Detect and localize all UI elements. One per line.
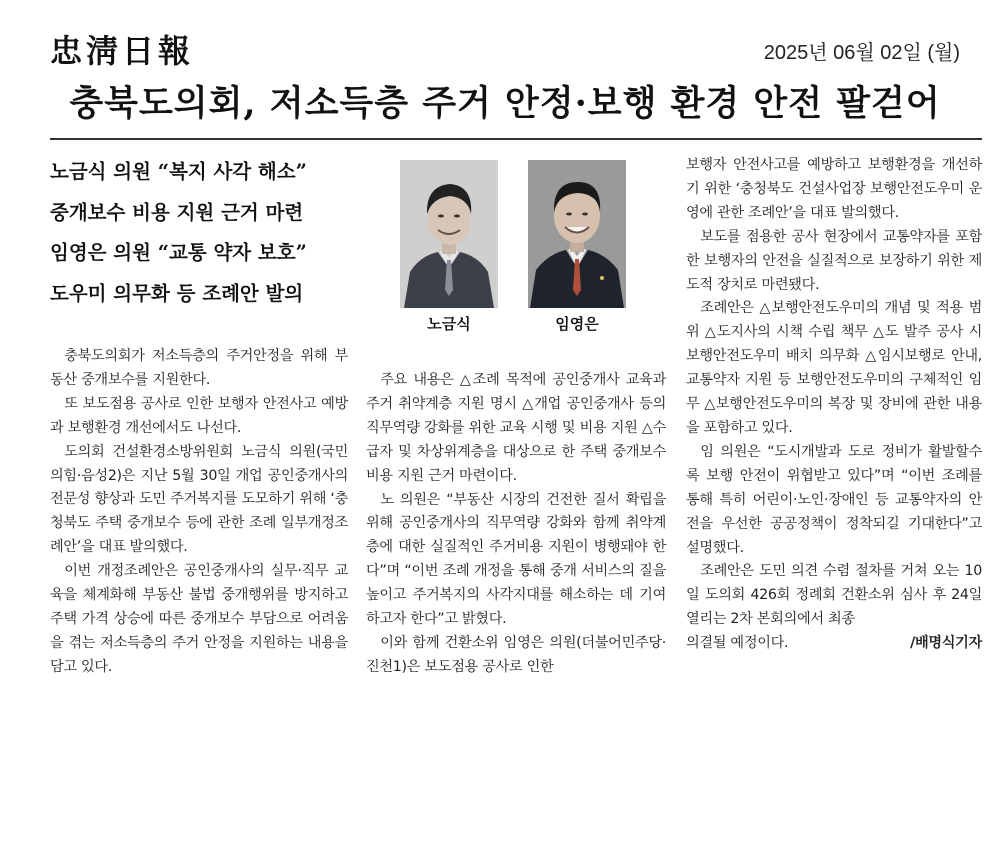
reporter-byline: /배명식기자 — [910, 635, 982, 652]
subheadline: 중개보수 비용 지원 근거 마련 — [50, 200, 304, 224]
paper-name-logo: 忠淸日報 — [50, 32, 195, 70]
photo-no-geumsik — [400, 160, 498, 308]
paragraph: 또 보도점용 공사로 인한 보행자 안전사고 예방과 보행환경 개선에서도 나선다. — [50, 395, 348, 436]
headline: 충북도의회, 저소득층 주거 안정·보행 환경 안전 팔걷어 — [69, 83, 941, 124]
paragraph: 임 의원은 “도시개발과 도로 정비가 활발할수록 보행 안전이 위협받고 있다”며 “이번 조례를 통해 특히 어린이·노인·장애인 등 교통약자의 안전을 우선한 공공정책이 정착되길 기대한다”고 설명했다. — [686, 443, 982, 556]
paragraph: 노 의원은 “부동산 시장의 건전한 질서 확립을 위해 공인중개사의 직무역량 강화와 함께 취약계층에 대한 실질적인 주거비용 지원이 병행돼야 한다”며 “이번 조례 개정을 통해 중개 서비스의 질을 높이고 주거복지의 사각지대를 해소하는 데 기여하고자 한다”고 밝혔다. — [366, 491, 666, 628]
photo-im-yeongeun — [528, 160, 626, 308]
paragraph: 충북도의회가 저소득층의 주거안정을 위해 부동산 중개보수를 지원한다. — [50, 348, 348, 388]
subheadline: 도우미 의무화 등 조례안 발의 — [50, 281, 304, 305]
paragraph: 조례안은 도민 의견 수렴 절차를 거쳐 오는 10일 도의회 426회 정례회 건환소위 심사 후 24일 열리는 2차 본회의에서 최종 — [686, 563, 982, 628]
subheadlines — [50, 152, 370, 314]
article-column-3 — [686, 154, 982, 656]
publication-date: 2025년 06월 02일 (월) — [763, 42, 960, 64]
closing-text: 의결될 예정이다. — [686, 635, 789, 652]
paragraph-continued: 보행자 안전사고를 예방하고 보행환경을 개선하기 위한 ‘충청북도 건설사업장 보행안전도우미 운영에 관한 조례안’을 대표 발의했다. — [686, 157, 982, 221]
paragraph: 이와 함께 건환소위 임영은 의원(더불어민주당·진천1)은 보도점용 공사로 인한 — [366, 634, 666, 675]
paragraph: 주요 내용은 △조례 목적에 공인중개사 교육과 주거 취약계층 지원 명시 △개업 공인중개사 등의 직무역량 강화를 위한 교육 시행 및 비용 지원 △수급자 및 차상위계층을 대상으로 한 주택 중개보수 비용 지원 근거 마련이다. — [366, 372, 666, 484]
closing-line — [686, 632, 982, 656]
article-column-2 — [366, 369, 666, 680]
portrait-illustration — [528, 160, 626, 308]
subheadline: 노금식 의원 “복지 사각 해소” — [50, 160, 307, 183]
paragraph: 보도를 점용한 공사 현장에서 교통약자를 포함한 보행자의 안전을 실질적으로 보장하기 위한 제도적 장치로 마련됐다. — [686, 228, 982, 293]
portrait-illustration — [400, 160, 498, 308]
paragraph: 조례안은 △보행안전도우미의 개념 및 적용 범위 △도지사의 시책 수립 책무 △도 발주 공사 시 보행안전도우미 배치 의무화 △임시보행로 안내, 교통약자 지원 등 보행안전도우미의 구체적인 임무 △보행안전도우미의 복장 및 장비에 관한 내용을 포함하고 있다. — [686, 300, 982, 436]
headline-divider — [50, 138, 982, 140]
paragraph: 도의회 건설환경소방위원회 노금식 의원(국민의힘·음성2)은 지난 5월 30일 개업 공인중개사의 전문성 향상과 도민 주거복지를 도모하기 위해 ‘충청북도 주택 중개보수 등에 관한 조례 일부개정조례안’을 대표 발의했다. — [50, 443, 348, 556]
subheadline: 임영은 의원 “교통 약자 보호” — [50, 241, 307, 264]
paragraph: 이번 개정조례안은 공인중개사의 실무·직무 교육을 체계화해 부동산 불법 중개행위를 방지하고 주택 가격 상승에 따른 중개보수 부담으로 어려움을 겪는 저소득층의 주거 안정을 지원하는 내용을 담고 있다. — [50, 563, 348, 675]
photo-caption: 임영은 — [555, 315, 599, 333]
article-column-1 — [50, 345, 348, 680]
masthead — [50, 22, 960, 70]
photo-caption: 노금식 — [427, 315, 471, 333]
